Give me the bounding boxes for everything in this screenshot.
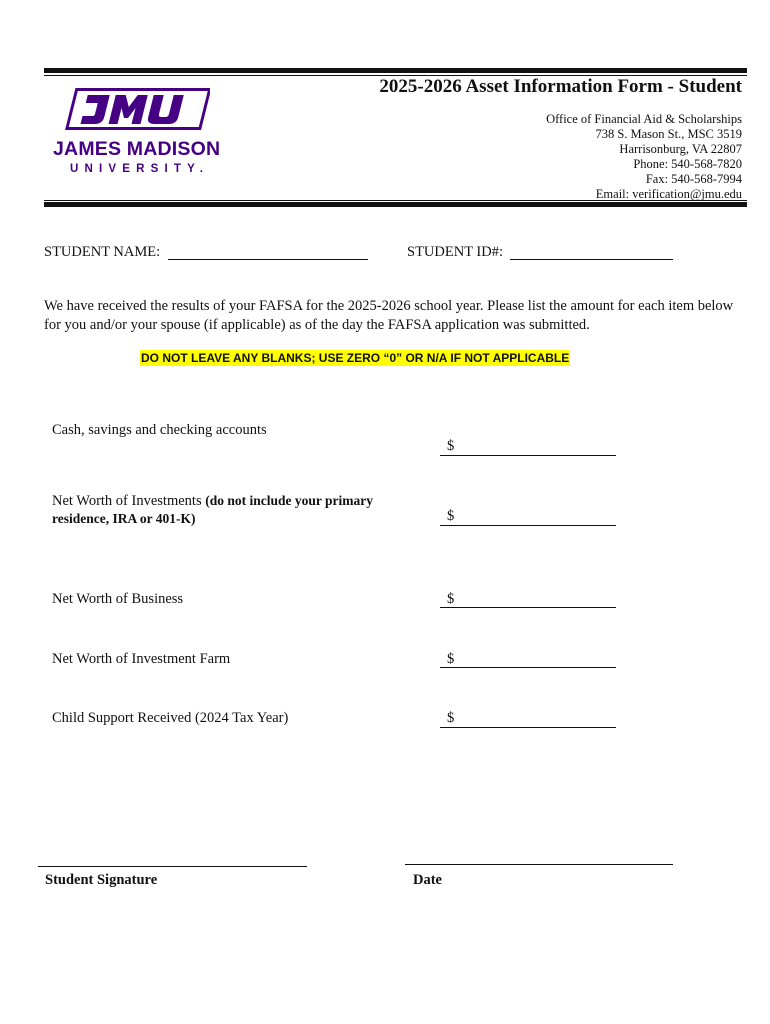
student-id-label: STUDENT ID#: <box>407 244 503 260</box>
student-signature-field[interactable] <box>38 866 307 867</box>
office-address-block <box>546 112 742 202</box>
asset-label-business: Net Worth of Business <box>52 591 184 607</box>
warning-banner: DO NOT LEAVE ANY BLANKS; USE ZERO “0” OR N/A IF NOT APPLICABLE <box>141 351 570 365</box>
asset-label-cash: Cash, savings and checking accounts <box>52 422 267 438</box>
asset-label-investments-text: Net Worth of Investments <box>52 493 206 509</box>
logo-name-text: JAMES MADISON <box>53 138 221 160</box>
office-email: Email: verification@jmu.edu <box>595 187 742 201</box>
dollar-sign: $ <box>447 710 455 726</box>
asset-label-investments-note: (do not include your primary residence, IRA or 401-K) <box>52 493 373 526</box>
amount-field-investments[interactable] <box>440 525 616 526</box>
office-line: Office of Financial Aid & Scholarships <box>546 112 742 126</box>
date-field[interactable] <box>405 864 673 865</box>
amount-field-cash[interactable] <box>440 455 616 456</box>
office-line: 738 S. Mason St., MSC 3519 <box>595 127 742 141</box>
asset-label-child-support: Child Support Received (2024 Tax Year) <box>52 710 289 726</box>
office-line: Harrisonburg, VA 22807 <box>619 142 742 156</box>
student-id-field[interactable] <box>510 259 673 260</box>
student-signature-label: Student Signature <box>45 872 158 888</box>
header-top-rule <box>44 68 747 73</box>
asset-label-farm: Net Worth of Investment Farm <box>52 651 231 667</box>
office-line: Phone: 540-568-7820 <box>633 157 742 171</box>
student-name-field[interactable] <box>168 259 368 260</box>
dollar-sign: $ <box>447 651 455 667</box>
header-bottom-rule <box>44 202 747 207</box>
amount-field-farm[interactable] <box>440 667 616 668</box>
asset-label-investments <box>52 492 392 528</box>
office-line: Fax: 540-568-7994 <box>645 172 742 186</box>
student-name-label: STUDENT NAME: <box>44 244 161 260</box>
intro-paragraph: We have received the results of your FAFSA for the 2025-2026 school year. Please list the amount for each item below for you and/or your spouse (if applicable) as of the day the FAFSA application was submitted. <box>44 298 734 333</box>
logo-university-text: UNIVERSITY. <box>70 163 210 175</box>
jmu-logo <box>50 86 230 175</box>
amount-field-child-support[interactable] <box>440 727 616 728</box>
amount-field-business[interactable] <box>440 607 616 608</box>
dollar-sign: $ <box>447 508 455 524</box>
jmu-wordmark-icon <box>50 86 210 132</box>
dollar-sign: $ <box>447 591 455 607</box>
date-label: Date <box>413 872 442 888</box>
form-title: 2025-2026 Asset Information Form - Student <box>379 76 742 97</box>
dollar-sign: $ <box>447 438 455 454</box>
